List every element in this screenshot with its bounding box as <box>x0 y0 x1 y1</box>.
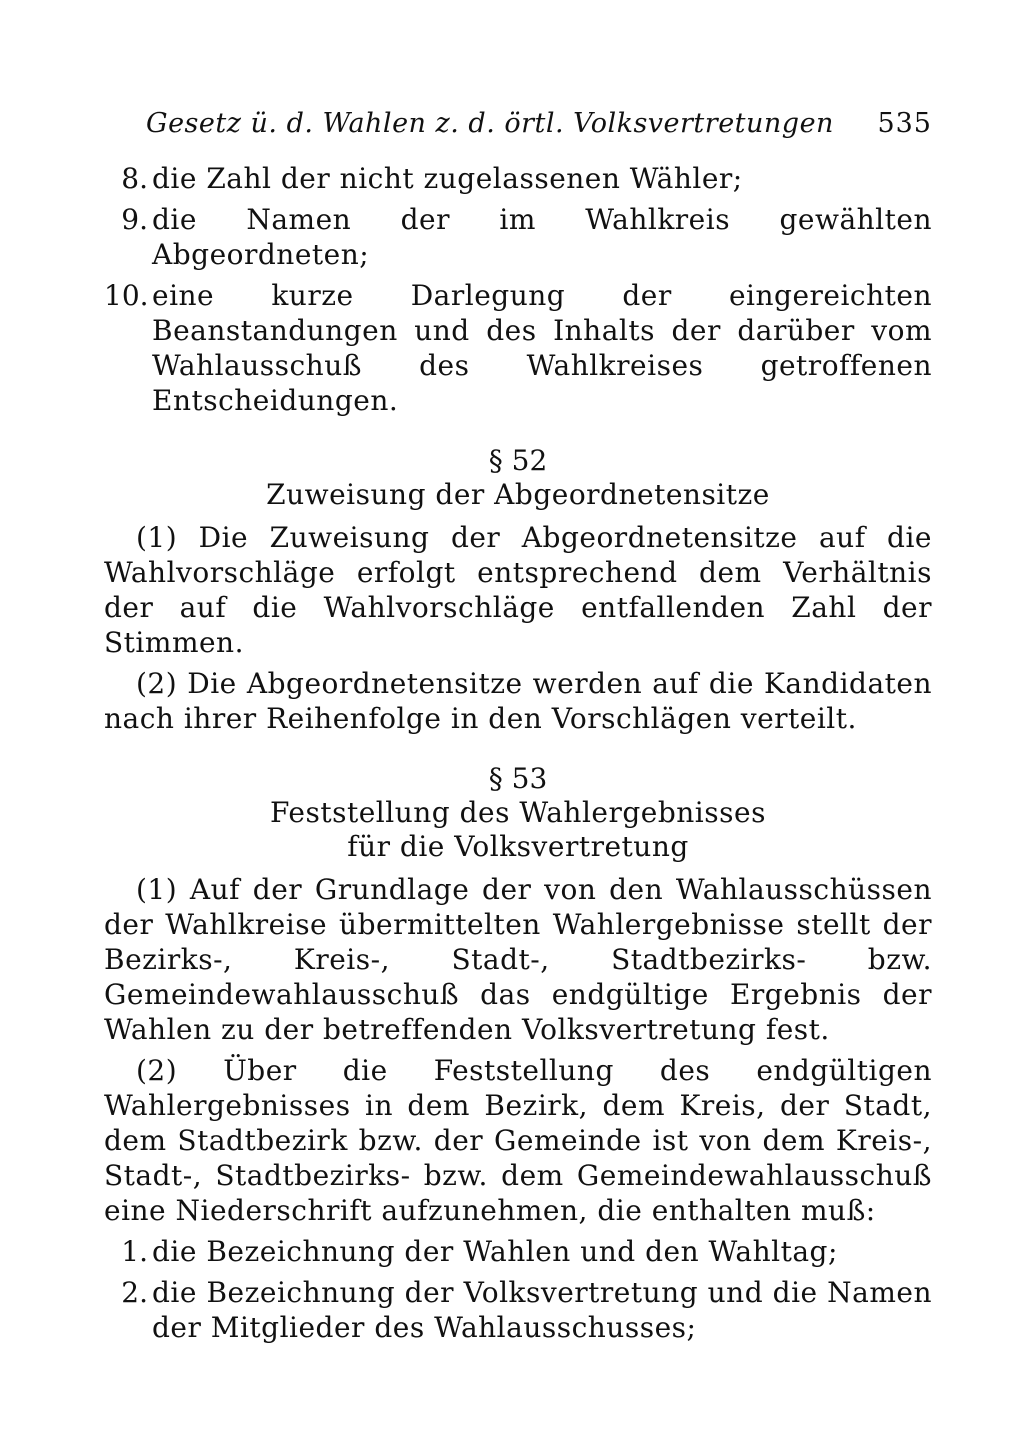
top-list <box>104 161 932 418</box>
list-item <box>104 278 932 418</box>
paragraph: (2) Die Abgeordnetensitze werden auf die Kandidaten nach ihrer Reihenfolge in den Vorschlägen verteilt. <box>104 667 932 735</box>
list-item <box>104 1234 932 1269</box>
section-title: Zuweisung der Abgeordnetensitze <box>266 478 770 511</box>
running-title: Gesetz ü. d. Wahlen z. d. örtl. Volksvertretungen <box>146 108 834 139</box>
paragraph: (2) Über die Feststellung des endgültigen Wahlergebnisses in dem Bezirk, dem Kreis, der Stadt, dem Stadtbezirk bzw. der Gemeinde ist von dem Kreis-, Stadt-, Stadtbezirks- bzw. dem Gemeindewahlausschuß eine Niederschrift aufzunehmen, die enthalten muß: <box>104 1054 932 1227</box>
list-item <box>104 161 932 196</box>
list-item-number: 2. <box>121 1276 148 1309</box>
section-number: § 53 <box>488 762 548 795</box>
running-header <box>146 108 932 139</box>
list-item-text: die Bezeichnung der Wahlen und den Wahltag; <box>152 1235 838 1268</box>
paragraph: (1) Auf der Grundlage der von den Wahlausschüssen der Wahlkreise übermittelten Wahlergebnisse stellt der Bezirks-, Kreis-, Stadt-, Stadtbezirks- bzw. Gemeindewahlausschuß das endgültige Ergebnis der Wahlen zu der betreffenden Volksvertretung fest. <box>104 873 932 1046</box>
section-52 <box>104 444 932 736</box>
list-item-text: die Namen der im Wahlkreis gewählten Abgeordneten; <box>152 203 932 271</box>
list-item-number: 9. <box>121 203 148 236</box>
section-title-line-2: für die Volksvertretung <box>347 830 689 863</box>
paragraph: (1) Die Zuweisung der Abgeordnetensitze auf die Wahlvorschläge erfolgt entsprechend dem Verhältnis der auf die Wahlvorschläge entfallenden Zahl der Stimmen. <box>104 521 932 659</box>
page-number: 535 <box>877 108 932 139</box>
list-item-number: 10. <box>104 279 149 312</box>
list-item-text: die Zahl der nicht zugelassenen Wähler; <box>152 162 743 195</box>
list-item-number: 1. <box>121 1235 148 1268</box>
section-number: § 52 <box>488 444 548 477</box>
list-item-text: die Bezeichnung der Volksvertretung und die Namen der Mitglieder des Wahlausschusses; <box>152 1276 932 1344</box>
section-53 <box>104 762 932 1345</box>
list-item-text: eine kurze Darlegung der eingereichten Beanstandungen und des Inhalts der darüber vom Wahlausschuß des Wahlkreises getroffenen Entscheidungen. <box>152 279 932 417</box>
list-item-number: 8. <box>121 162 148 195</box>
list-item <box>104 202 932 272</box>
document-page <box>104 108 932 1351</box>
list-item <box>104 1275 932 1345</box>
section-title-line-1: Feststellung des Wahlergebnisses <box>270 796 766 829</box>
